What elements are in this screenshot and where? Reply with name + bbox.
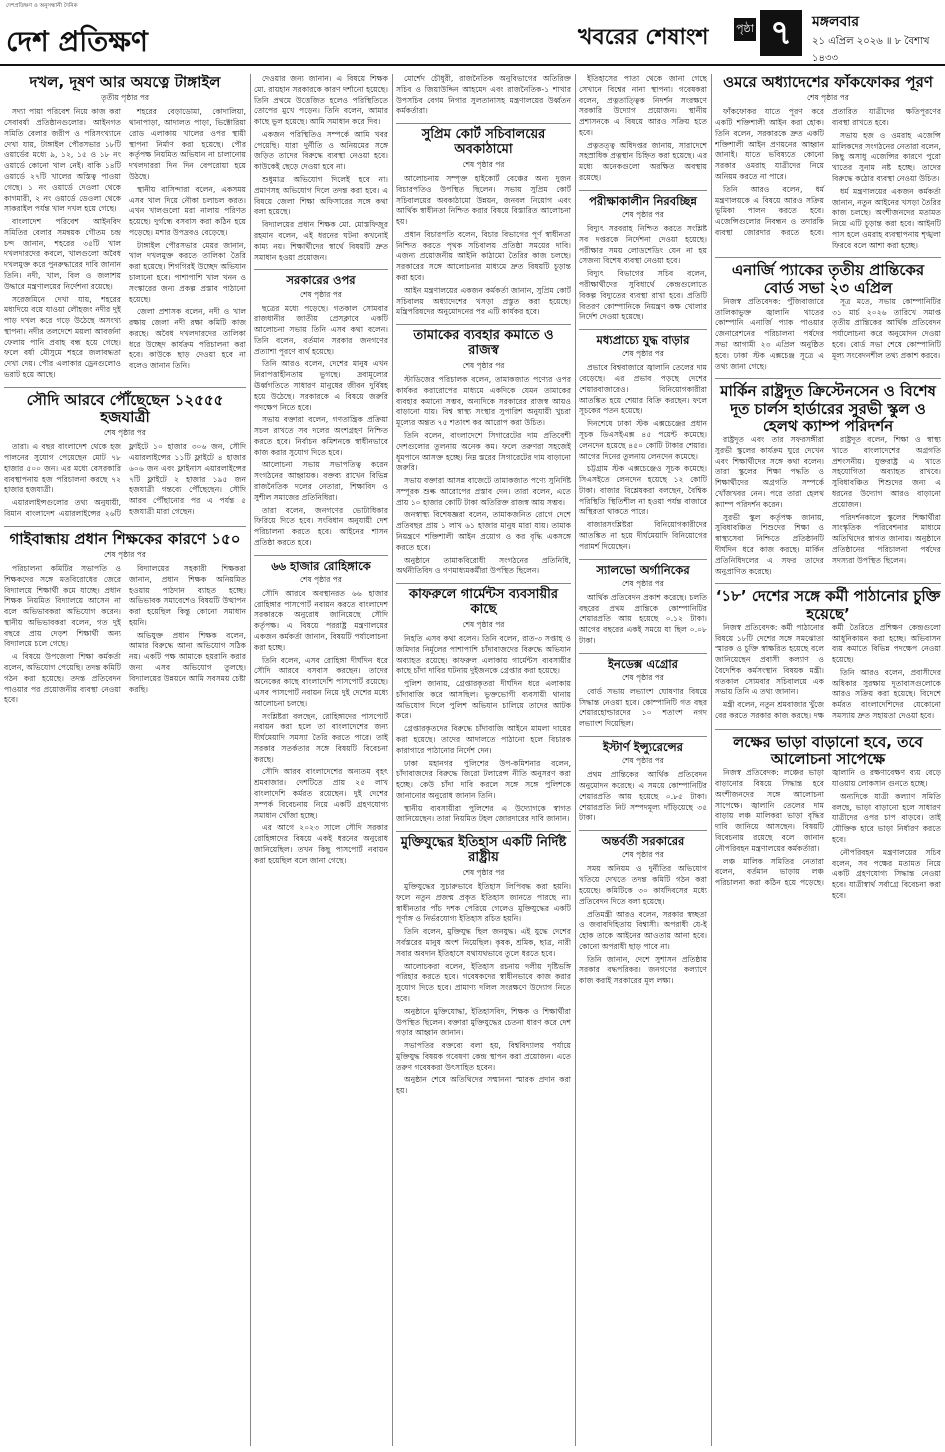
article bbox=[579, 74, 707, 184]
article-paragraph: এয়ারলাইন্সগুলোর তথ্য অনুযায়ী, বিমান বাংলাদেশ এয়ারলাইন্সের ২৬টি ফ্লাইটে ১০ হাজার ৩০৬ জন, সৌদি এয়ারলাইন্সের ১১টি ফ্লাইটে ৪ হাজার ৬০৬ জন এবং ফ্লাইনাস এয়ারলাইন্সের ৭টি ফ্লাইটে ২ হাজার ১৯৫ জন হজযাত্রী গন্তব্যে পৌঁছেছেন। সৌদি আরব পৌঁছানোর পর এ পর্যন্ত ৫ হজযাত্রী মারা গেছেন। bbox=[4, 442, 246, 518]
continuation-note: শেষ পৃষ্ঠার পর bbox=[104, 550, 146, 559]
article-paragraph: বোর্ড সভায় লভ্যাংশ ঘোষণার বিষয়ে সিদ্ধান্ত নেওয়া হবে। কোম্পানিটি গত বছর শেয়ারহোল্ডারদের ১০ শতাংশ নগদ লভ্যাংশ দিয়েছিল। bbox=[579, 686, 707, 729]
continuation-note: শেষ পৃষ্ঠার পর bbox=[300, 574, 342, 584]
continuation-note: শেষ পৃষ্ঠার পর bbox=[622, 349, 664, 359]
article-body bbox=[715, 435, 941, 577]
page-word-label: পৃষ্ঠা bbox=[734, 18, 756, 41]
article bbox=[4, 526, 246, 706]
article-headline: কাফরুলে গার্মেন্টস ব্যবসায়ীর কাছে bbox=[409, 587, 558, 618]
article bbox=[579, 830, 707, 987]
article-paragraph: ধর্ম মন্ত্রণালয়ের একজন কর্মকর্তা জানান, নতুন আইনের খসড়া তৈরির কাজ চলছে। অংশীজনদের মতামত নিয়ে এটি চূড়ান্ত করা হবে। আইনটি পাস হলে ওমরাহ ব্যবস্থাপনায় শৃঙ্খলা ফিরবে বলে আশা করা হচ্ছে। bbox=[832, 186, 941, 250]
article-paragraph: পরিচালনা কমিটির সভাপতি ও শিক্ষকদের সঙ্গে মতবিরোধের জেরে বিদ্যালয়ে শিক্ষার্থী কমে যাচ্ছে। প্রধান শিক্ষক নিয়মিত বিদ্যালয়ে আসেন না বলে অভিভাবকরা অভিযোগ করেন। স্থানীয় অভিভাবকরা বলেন, গত দুই বছরে প্রায় দেড়শ শিক্ষার্থী অন্য বিদ্যালয়ে চলে গেছে। bbox=[4, 564, 121, 649]
article bbox=[4, 387, 246, 520]
article-body bbox=[579, 224, 707, 323]
column-3 bbox=[396, 74, 571, 1446]
article bbox=[4, 74, 246, 381]
article-paragraph: তারা বলেন, জনগণের ভোটাধিকার ফিরিয়ে দিতে হবে। সংবিধান অনুযায়ী দেশ পরিচালনা করতে হবে। আইনের শাসন প্রতিষ্ঠা করতে হবে। bbox=[254, 505, 388, 547]
article-paragraph: বাংলাদেশ পরিবেশ আইনবিদ সমিতির বেলার সমন্বয়ক গৌতম চন্দ্র চন্দ জানান, শহরের ৩৫টি খাল দখলদারদের কবলে, খালগুলো অবৈধ দখলমুক্ত করে পুনরুদ্ধারের দাবি জানান তিনি। নদী, খাল, বিল ও জলাশয় উদ্ধারে মন্ত্রণালয়ের নির্দেশনা রয়েছে। bbox=[4, 217, 121, 291]
column-divider bbox=[250, 74, 251, 1446]
article bbox=[579, 653, 707, 730]
article-body bbox=[579, 864, 707, 987]
article bbox=[715, 729, 941, 902]
continuation-note: শেষ পৃষ্ঠার পর bbox=[104, 428, 146, 438]
article-paragraph: সভায় বক্তারা আসন্ন বাজেটে তামাকজাত পণ্যে সুনির্দিষ্ট সম্পূরক শুল্ক আরোপের প্রস্তাব দেন। তারা বলেন, এতে প্রায় ১০ হাজার কোটি টাকা অতিরিক্ত রাজস্ব আয় সম্ভব। bbox=[396, 476, 571, 507]
article-headline: ৬৬ হাজার রোহিঙ্গাকে bbox=[271, 558, 371, 573]
article-paragraph: এর আগে ২০২৩ সালে সৌদি সরকার রোহিঙ্গাদের বিষয়ে একই ধরনের অনুরোধ জানিয়েছিল। তখন কিছু পাসপোর্ট নবায়ন করা হয়েছিল বলে জানা গেছে। bbox=[254, 823, 388, 865]
article-headline: সুপ্রিম কোর্ট সচিবালয়ের অবকাঠামো bbox=[421, 127, 546, 158]
article-paragraph: নিজস্ব প্রতিবেদক: কর্মী পাঠানোর বিষয়ে ১৮টি দেশের সঙ্গে সমঝোতা স্মারক ও চুক্তি স্বাক্ষরিত হয়েছে বলে জানিয়েছেন প্রবাসী কল্যাণ ও বৈদেশিক কর্মসংস্থান বিষয়ক মন্ত্রী। গতকাল সোমবার সচিবালয়ে এক সভায় তিনি এ তথ্য জানান। bbox=[715, 622, 824, 697]
article-body bbox=[254, 74, 388, 263]
article bbox=[254, 74, 388, 263]
article-paragraph: অভিযুক্ত প্রধান শিক্ষক বলেন, আমার বিরুদ্ধে আনা অভিযোগ সঠিক নয়। একটি পক্ষ আমাকে হয়রানি করার জন্য এসব অভিযোগ তুলছে। বিদ্যালয়ের উন্নয়নে আমি সবসময় চেষ্টা করছি। bbox=[129, 630, 246, 694]
article-paragraph: বিদ্যুৎ বিভাগের সচিব বলেন, পরীক্ষার্থীদের সুবিধার্থে কেন্দ্রগুলোতে বিকল্প বিদ্যুতের ব্যবস্থা রাখা হবে। প্রতিটি বিতরণ কোম্পানিকে নিয়ন্ত্রণ কক্ষ খোলার নির্দেশ দেওয়া হয়েছে। bbox=[579, 269, 707, 322]
continuation-note: শেষ পৃষ্ঠার পর bbox=[300, 289, 342, 299]
article-paragraph: তিনি বলেন, মুক্তিযুদ্ধ ছিল জনযুদ্ধ। এই যুদ্ধে দেশের সর্বস্তরের মানুষ অংশ নিয়েছিল। কৃষক, শ্রমিক, ছাত্র, নারী সবার অবদান ইতিহাসে যথাযথভাবে তুলে ধরতে হবে। bbox=[396, 927, 571, 958]
article bbox=[579, 736, 707, 824]
article-paragraph: সময় অনিয়ম ও দুর্নীতির অভিযোগ খতিয়ে দেখতে তদন্ত কমিটি গঠন করা হয়েছে। কমিটিকে ৩০ কার্যদিবসের মধ্যে প্রতিবেদন দিতে বলা হয়েছে। bbox=[579, 864, 707, 906]
article-paragraph: সরেজমিনে দেখা যায়, শহরের মধ্যদিয়ে বয়ে যাওয়া লৌহজং নদীর দুই পাড় দখল করে গড়ে উঠেছে অসংখ্য স্থাপনা। নদীর তলদেশে ময়লা আবর্জনা ফেলায় পানি প্রবাহ বন্ধ হয়ে গেছে। ফলে বর্ষা মৌসুমে শহরে জলাবদ্ধতা দেখা দেয়। পৌর এলাকার ড্রেনগুলোও ভরাট হয়ে আছে। bbox=[4, 294, 121, 379]
article-headline: মার্কিন রাষ্ট্রদূত ক্রিস্টেনসেন ও বিশেষ দূত চার্লস হার্ডারের সুরভী স্কুল ও হেলথ ক্যাম্প পরিদর্শন bbox=[720, 382, 936, 435]
article-body bbox=[396, 74, 571, 117]
continuation-note: শেষ পৃষ্ঠার পর bbox=[622, 210, 664, 220]
article-body bbox=[396, 375, 571, 577]
article-paragraph: আলোচনায় সম্পৃক্ত হাইকোর্ট বেঞ্চের অন্য দুজন বিচারপতিও উপস্থিত ছিলেন। সভায় সুপ্রিম কোর্ট সচিবালয়ের অবকাঠামো উন্নয়ন, জনবল নিয়োগ এবং আর্থিক স্বাধীনতা নিশ্চিত করার বিষয়ে বিস্তারিত আলোচনা হয়। bbox=[396, 174, 571, 227]
issue-day: মঙ্গলবার bbox=[812, 14, 860, 30]
article-body bbox=[715, 297, 941, 372]
continuation-note: শেষ পৃষ্ঠার পর bbox=[462, 160, 505, 169]
column-divider bbox=[392, 74, 393, 1446]
article-paragraph: নিজস্ব প্রতিবেদক: পুঁজিবাজারে তালিকাভুক্ত জ্বালানি খাতের কোম্পানি এনার্জি প্যাক পাওয়ার জেনারেশনের পরিচালনা পর্ষদের সভা আগামী ২৩ এপ্রিল অনুষ্ঠিত হবে। ঢাকা স্টক এক্সচেঞ্জ সূত্রে এ তথ্য জানা গেছে। bbox=[715, 296, 824, 371]
article-body bbox=[396, 882, 571, 1097]
continuation-note: শেষ পৃষ্ঠার পর bbox=[462, 619, 505, 629]
article-paragraph: অন্যদিকে যাত্রী কল্যাণ সমিতি বলছে, ভাড়া বাড়ানো হলে সাধারণ যাত্রীদের ওপর চাপ বাড়বে। তাই যৌক্তিক হারে ভাড়া নির্ধারণ করতে হবে। bbox=[832, 791, 941, 844]
article-paragraph: গ্রেপ্তারকৃতদের বিরুদ্ধে চাঁদাবাজি আইনে মামলা দায়ের করা হয়েছে। তাদের আদালতে পাঠানো হলে বিচারক কারাগারে পাঠানোর নির্দেশ দেন। bbox=[396, 724, 571, 755]
article-paragraph: সৌদি আরবে অবস্থানরত ৬৬ হাজার রোহিঙ্গার পাসপোর্ট নবায়ন করতে বাংলাদেশ সরকারকে অনুরোধ জানিয়েছে সৌদি কর্তৃপক্ষ। এ বিষয়ে পররাষ্ট্র মন্ত্রণালয়ের একজন কর্মকর্তা জানান, বিষয়টি পর্যালোচনা করা হচ্ছে। bbox=[254, 588, 388, 652]
article-headline: সরকারের ওপর bbox=[286, 273, 356, 288]
article-paragraph: একজন পরিস্থিতিও সম্পর্কে আমি খবর পেয়েছি। যারা দুর্নীতি ও অনিয়মের সঙ্গে জড়িত তাদের বিরুদ্ধে ব্যবস্থা নেওয়া হবে। কাউকেই ছেড়ে দেওয়া হবে না। bbox=[254, 129, 388, 172]
article bbox=[715, 257, 941, 372]
article-paragraph: মোর্শেদ চৌধুরী, রাজনৈতিক অনুবিভাগের অতিরিক্ত সচিব ও জিয়াউদ্দিন আহমেদ এবং রাজনৈতিক-১ শাখার উপসচিব বেগম নিগার সুলতানাসহ মন্ত্রণালয়ের উর্ধ্বতন কর্মকর্তারা। bbox=[396, 74, 571, 116]
article-paragraph: তিনি বলেন, বাংলাদেশে সিগারেটের দাম প্রতিবেশী দেশগুলোর তুলনায় অনেক কম। ফলে তরুণরা সহজেই ধূমপানে আসক্ত হচ্ছে। নিম্ন স্তরের সিগারেটের দাম বাড়ানো জরুরি। bbox=[396, 430, 571, 473]
article-paragraph: রাষ্ট্রদূত বলেন, শিক্ষা ও স্বাস্থ্য খাতে বাংলাদেশের অগ্রগতি প্রশংসনীয়। যুক্তরাষ্ট্র এ খাতে সহযোগিতা অব্যাহত রাখবে। সুবিধাবঞ্চিত শিশুদের জন্য এ ধরনের উদ্যোগ আরও বাড়ানো প্রয়োজন। bbox=[832, 435, 941, 509]
article-headline: মুক্তিযুদ্ধের ইতিহাস একটি নির্দিষ্ট রাষ্ট্রীয় bbox=[400, 835, 567, 866]
article-paragraph: ছত্রের মধ্যে পড়েছে। গতকাল সোমবার রাজধানীর জাতীয় প্রেসক্লাবে একটি আলোচনা সভায় তিনি এসব কথা বলেন। তিনি বলেন, বর্তমান সরকার জনগণের প্রত্যাশা পূরণে ব্যর্থ হয়েছে। bbox=[254, 303, 388, 356]
article-paragraph: আলোচনা সভায় সভাপতিত্ব করেন সংগঠনের আহ্বায়ক। বক্তব্য রাখেন বিভিন্ন রাজনৈতিক দলের নেতারা, শিক্ষাবিদ ও সুশীল সমাজের প্রতিনিধিরা। bbox=[254, 460, 388, 502]
article-paragraph: অনুষ্ঠান শেষে অতিথিদের সম্মাননা স্মারক প্রদান করা হয়। bbox=[396, 1075, 571, 1096]
column-5 bbox=[715, 74, 941, 1446]
article-paragraph: আইন মন্ত্রণালয়ের একজন কর্মকর্তা জানান, সুপ্রিম কোর্ট সচিবালয় অধ্যাদেশের খসড়া প্রস্তুত করা হয়েছে। মন্ত্রিপরিষদের অনুমোদনের পর এটি কার্যকর হবে। bbox=[396, 285, 571, 317]
article-paragraph: তিনি আরও বলেন, দেশের মানুষ এখন নিরাপত্তাহীনতায় ভুগছে। দ্রব্যমূল্যের ঊর্ধ্বগতিতে সাধারণ মানুষের জীবন দুর্বিষহ হয়ে উঠেছে। সরকারকে এ বিষয়ে জরুরি পদক্ষেপ নিতে হবে। bbox=[254, 359, 388, 412]
article-paragraph: রাষ্ট্রদূত এবং তার সফরসঙ্গীরা সুরভী স্কুলের কার্যক্রম ঘুরে দেখেন এবং শিক্ষার্থীদের সঙ্গে কথা বলেন। তারা স্কুলের শিক্ষা পদ্ধতি ও শিক্ষার্থীদের অগ্রগতি সম্পর্কে খোঁজখবর নেন। পরে তারা হেলথ ক্যাম্প পরিদর্শন করেন। bbox=[715, 435, 824, 509]
article bbox=[396, 324, 571, 577]
article-headline: তামাকের ব্যবহার কমাতে ও রাজস্ব bbox=[413, 328, 554, 359]
issue-date: ২১ এপ্রিল ২০২৬ ॥ ৮ বৈশাখ ১৪৩৩ bbox=[812, 36, 930, 64]
article-headline: মধ্যপ্রাচ্যে যুদ্ধ বাড়ার bbox=[596, 333, 690, 348]
article-paragraph: স্থানীয় বাসিন্দারা বলেন, একসময় এসব খাল দিয়ে নৌকা চলাচল করত। এখন খালগুলো মরা নালায় পরিণত হয়েছে। দুর্গন্ধে বসবাস করা কঠিন হয়ে পড়েছে। মশার উপদ্রবও বেড়েছে। bbox=[129, 184, 246, 237]
article-body bbox=[396, 634, 571, 825]
article-body bbox=[4, 442, 246, 519]
article-body bbox=[254, 589, 388, 867]
article-headline: এনার্জি প্যাকের তৃতীয় প্রান্তিকের বোর্ড সভা ২৩ এপ্রিল bbox=[731, 261, 925, 297]
article-paragraph: লঞ্চ মালিক সমিতির নেতারা বলেন, বর্তমান ভাড়ায় লঞ্চ পরিচালনা করা কঠিন হয়ে পড়েছে। জ্বালানি ও রক্ষণাবেক্ষণ ব্যয় বেড়ে যাওয়ায় লোকসান গুনতে হচ্ছে। bbox=[715, 768, 941, 888]
article-paragraph: তিনি আরও বলেন, ধর্ম মন্ত্রণালয়কে এ বিষয়ে আরও সক্রিয় ভূমিকা পালন করতে হবে। এজেন্সিগুলোর নিবন্ধন ও তদারকি ব্যবস্থা জোরদার করতে হবে। প্রতারিত যাত্রীদের ক্ষতিপূরণের ব্যবস্থা রাখতে হবে। bbox=[715, 107, 941, 237]
article-headline: ইনডেক্স এগ্রোর bbox=[607, 656, 679, 671]
article-paragraph: ঢাকা মহানগর পুলিশের উপ-কমিশনার বলেন, চাঁদাবাজদের বিরুদ্ধে জিরো টলারেন্স নীতি অনুসরণ করা হচ্ছে। কেউ চাঁদা দাবি করলে সঙ্গে সঙ্গে পুলিশকে জানানোর অনুরোধ জানান তিনি। bbox=[396, 758, 571, 800]
continuation-note: শেষ পৃষ্ঠার পর bbox=[622, 578, 664, 588]
article-paragraph: দেওয়ার জন্য জানান। এ বিষয়ে শিক্ষক মো. রায়হান সরকারকে কারণ দর্শানো হয়েছে। তিনি প্রথমে উত্তেজিত হলেও পরিস্থিতিতে তোপের মুখে পড়েন। তিনি বলেন, আমার কাছে ভুল হয়েছে। আমি সমাধান করে দিব। bbox=[254, 74, 388, 127]
article-paragraph: পরিদর্শনকালে স্কুলের শিক্ষার্থীরা সাংস্কৃতিক পরিবেশনার মাধ্যমে অতিথিদের স্বাগত জানায়। অনুষ্ঠানে প্রতিষ্ঠানের পরিচালনা পর্ষদের সদস্যরা উপস্থিত ছিলেন। bbox=[832, 512, 941, 565]
continuation-note: শেষ পৃষ্ঠার পর bbox=[622, 756, 664, 766]
article-paragraph: সভাপতির বক্তব্যে বলা হয়, বিশ্ববিদ্যালয় পর্যায়ে মুক্তিযুদ্ধ বিষয়ক গবেষণা কেন্দ্র স্থাপন করা প্রয়োজন। এতে তরুণ গবেষকরা উৎসাহিত হবেন। bbox=[396, 1041, 571, 1072]
article bbox=[579, 559, 707, 647]
article bbox=[396, 831, 571, 1097]
article-paragraph: পুলিশ জানায়, গ্রেপ্তারকৃতরা দীর্ঘদিন ধরে এলাকায় চাঁদাবাজি করে আসছিল। ভুক্তভোগী ব্যবসায়ী থানায় অভিযোগ দিলে পুলিশ অভিযান চালিয়ে তাদের আটক করে। bbox=[396, 679, 571, 721]
article bbox=[254, 555, 388, 867]
article-body bbox=[579, 593, 707, 647]
article-headline: লক্ষের ভাড়া বাড়ানো হবে, তবে আলোচনা সাপেক্ষে bbox=[733, 732, 923, 769]
article-headline: সৌদি আরবে পৌঁছেছেন ১২৫৫৫ হজযাত্রী bbox=[26, 390, 224, 427]
article-paragraph: প্রভাবে বিশ্ববাজারে জ্বালানি তেলের দাম বেড়েছে। এর প্রভাব পড়ছে দেশের শেয়ারবাজারেও। বিনিয়োগকারীরা আতঙ্কিত হয়ে শেয়ার বিক্রি করছেন। ফলে সূচকের পতন হয়েছে। bbox=[579, 363, 707, 416]
article-headline: স্যালভো অর্গানিকের bbox=[596, 562, 690, 577]
article-paragraph: নিহতি এসব কথা বলেন। তিনি বলেন, রাত-৩ সপ্তাহ ও জমিদার নির্মূলের পাশাপাশি চাঁদাবাজদের বিরুদ্ধে অভিযান অব্যাহত রয়েছে। কাফরুল এলাকায় গার্মেন্টস ব্যবসায়ীর কাছে চাঁদা দাবির ঘটনায় দুইজনকে গ্রেপ্তার করা হয়েছে। bbox=[396, 633, 571, 676]
article bbox=[715, 378, 941, 577]
article-paragraph: সূত্র মতে, সভায় কোম্পানিটির ৩১ মার্চ ২০২৬ তারিখে সমাপ্ত তৃতীয় প্রান্তিকের আর্থিক প্রতিবেদন পর্যালোচনা করে অনুমোদন দেওয়া হবে। বোর্ড সভা শেষে কোম্পানিটি মূল্য সংবেদনশীল তথ্য প্রকাশ করবে। bbox=[832, 296, 941, 360]
article-body bbox=[4, 564, 246, 706]
article-paragraph: অনুষ্ঠানে তামাকবিরোধী সংগঠনের প্রতিনিধি, অর্থনীতিবিদ ও গণমাধ্যমকর্মীরা উপস্থিত ছিলেন। bbox=[396, 555, 571, 576]
article-paragraph: প্রথম প্রান্তিকের আর্থিক প্রতিবেদন অনুমোদন করেছে। এ সময়ে কোম্পানিটির শেয়ারপ্রতি আয় হয়েছে ০.৮৫ টাকা। শেয়ারপ্রতি নিট সম্পদমূল্য দাঁড়িয়েছে ৩৫ টাকা। bbox=[579, 770, 707, 823]
article bbox=[715, 74, 941, 251]
article-body bbox=[579, 74, 707, 184]
article-paragraph: সভায় বক্তারা বলেন, গণতান্ত্রিক প্রক্রিয়া সচল রাখতে সব দলের অংশগ্রহণ নিশ্চিত করতে হবে। নির্বাচন কমিশনকে স্বাধীনভাবে কাজ করার সুযোগ দিতে হবে। bbox=[254, 415, 388, 457]
article-paragraph: বিদ্যালয়ের সহকারী শিক্ষকরা জানান, প্রধান শিক্ষক অনিয়মিত হওয়ায় পাঠদান ব্যাহত হচ্ছে। অভিভাবক সমাবেশেও বিষয়টি উত্থাপন করা হয়েছিল কিন্তু কোনো সমাধান হয়নি। bbox=[129, 564, 246, 627]
article-paragraph: জেলা প্রশাসক বলেন, নদী ও খাল রক্ষায় জেলা নদী রক্ষা কমিটি কাজ করছে। অবৈধ দখলদারদের তালিকা ধরে উচ্ছেদ কার্যক্রম পরিচালনা করা হবে। কাউকে ছাড় দেওয়া হবে না বলেও জানান তিনি। bbox=[129, 307, 246, 371]
article-paragraph: তিনি জানান, দেশে সুশাসন প্রতিষ্ঠায় সরকার বদ্ধপরিকর। জনগণের কল্যাণে কাজ করাই সরকারের মূল লক্ষ্য। bbox=[579, 954, 707, 986]
article-paragraph: স্টাডিজের পরিচালক বলেন, তামাকজাত পণ্যের ওপর কার্যকর করারোপের মাধ্যমে একদিকে যেমন তামাকের ব্যবহার কমানো সম্ভব, অন্যদিকে সরকারের রাজস্ব আয়ও বাড়ানো যায়। বিশ্ব স্বাস্থ্য সংস্থার সুপারিশ অনুযায়ী খুচরা মূল্যের অন্তত ৭৫ শতাংশ কর আরোপ করা উচিত। bbox=[396, 375, 571, 428]
article-paragraph: ফাঁকফোকর যাতে পূরণ করে একটি শক্তিশালী আইন করা হোক। তিনি বলেন, সরকারকে দ্রুত একটি শক্তিশালী আইন প্রণয়নের আহ্বান জানাই। যাতে ভবিষ্যতে কোনো সরকার ওমরাহ যাত্রীদের নিয়ে অনিয়ম করতে না পারে। bbox=[715, 107, 824, 181]
article-paragraph: নিজস্ব প্রতিবেদক: লঞ্চের ভাড়া বাড়ানোর বিষয়ে সিদ্ধান্ত হবে অংশীজনদের সঙ্গে আলোচনা সাপেক্ষে। জ্বালানি তেলের দাম বাড়ায় লঞ্চ মালিকরা ভাড়া বৃদ্ধির দাবি জানিয়ে আসছেন। বিষয়টি বিবেচনায় রয়েছে বলে জানান নৌপরিবহন মন্ত্রণালয়ের কর্মকর্তারা। bbox=[715, 768, 824, 853]
article-headline: ইস্টার্ণ ইন্স্যুরেন্সের bbox=[602, 740, 684, 755]
article-body bbox=[579, 363, 707, 552]
article-paragraph: শুধুমাত্র অভিযোগ দিলেই হবে না। প্রমাণসহ অভিযোগ দিলে তদন্ত করা হবে। এ বিষয়ে জেলা শিক্ষা অফিসারের সঙ্গে কথা বলা হয়েছে। bbox=[254, 175, 388, 217]
article-headline: পরীক্ষাকালীন নিরবচ্ছিন্ন bbox=[589, 193, 697, 208]
article-paragraph: তিনি বলেন, এসব রোহিঙ্গা দীর্ঘদিন ধরে সৌদি আরবে বসবাস করছেন। তাদের অনেকের কাছে বাংলাদেশি পাসপোর্ট রয়েছে। এসব পাসপোর্ট নবায়ন নিয়ে দুই দেশের মধ্যে আলোচনা চলছে। bbox=[254, 655, 388, 708]
article bbox=[396, 74, 571, 117]
article-paragraph: অনুষ্ঠানে মুক্তিযোদ্ধা, ইতিহাসবিদ, শিক্ষক ও শিক্ষার্থীরা উপস্থিত ছিলেন। বক্তারা মুক্তিযুদ্ধের চেতনা ধারণ করে দেশ গড়ার আহ্বান জানান। bbox=[396, 1006, 571, 1038]
article-paragraph: প্রধান বিচারপতি বলেন, বিচার বিভাগের পূর্ণ স্বাধীনতা নিশ্চিত করতে পৃথক সচিবালয় প্রতিষ্ঠা সময়ের দাবি। এজন্য প্রয়োজনীয় আইনি কাঠামো তৈরির কাজ চলছে। সরকারের সঙ্গে আলোচনার মাধ্যমে দ্রুত বিষয়টি চূড়ান্ত করা হবে। bbox=[396, 229, 571, 283]
article-paragraph: বিদ্যালয়ের প্রধান শিক্ষক মো. মোস্তফিজুর রহমান বলেন, এই ধরনের ঘটনা কখনোই কাম্য নয়। শিক্ষার্থীদের স্বার্থে বিষয়টি দ্রুত সমাধান হওয়া প্রয়োজন। bbox=[254, 220, 388, 262]
article bbox=[715, 583, 941, 723]
article-paragraph: নৌপরিবহন মন্ত্রণালয়ের সচিব বলেন, সব পক্ষের মতামত নিয়ে একটি গ্রহণযোগ্য সিদ্ধান্ত নেওয়া হবে। যাত্রীস্বার্থ সর্বাগ্রে বিবেচনা করা হবে। bbox=[832, 847, 941, 900]
article-paragraph: সভায় হজ ও ওমরাহ এজেন্সি মালিকদের সংগঠনের নেতারা বলেন, কিছু অসাধু এজেন্সির কারণে পুরো খাতের সুনাম নষ্ট হচ্ছে। তাদের বিরুদ্ধে কঠোর ব্যবস্থা নেওয়া উচিত। bbox=[832, 130, 941, 183]
masthead-tagline: দেশপ্রতিক্ষণ ও অনুসন্ধানী দৈনিক bbox=[6, 3, 78, 9]
article-paragraph: জনস্বাস্থ্য বিশেষজ্ঞরা বলেন, তামাকজনিত রোগে দেশে প্রতিবছর প্রায় ১ লাখ ৬১ হাজার মানুষ মারা যায়। তামাক নিয়ন্ত্রণে শক্তিশালী আইন প্রয়োগ ও কর বৃদ্ধি একসঙ্গে করতে হবে। bbox=[396, 510, 571, 552]
article-paragraph: সুরভী স্কুল কর্তৃপক্ষ জানায়, সুবিধাবঞ্চিত শিশুদের শিক্ষা ও স্বাস্থ্যসেবা নিশ্চিতে প্রতিষ্ঠানটি দীর্ঘদিন ধরে কাজ করছে। মার্কিন প্রতিনিধিদলের এ সফর তাদের অনুপ্রাণিত করেছে। bbox=[715, 512, 824, 576]
masthead bbox=[0, 0, 945, 66]
article-paragraph: প্রত্নতত্ত্ব অধিদপ্তর জানায়, সারাদেশে সহস্রাধিক প্রত্নস্থান চিহ্নিত করা হয়েছে। এর মধ্যে অনেকগুলো অরক্ষিত অবস্থায় রয়েছে। bbox=[579, 140, 707, 183]
column-divider bbox=[575, 74, 576, 1446]
section-title: খবরের শেষাংশ bbox=[578, 25, 709, 50]
article bbox=[579, 329, 707, 553]
article-body bbox=[4, 107, 246, 381]
newspaper-logo: দেশ প্রতিক্ষণ bbox=[6, 25, 148, 58]
continuation-note: শেষ পৃষ্ঠার পর bbox=[622, 672, 664, 682]
article-paragraph: সদ্যা পায়া পরিবেশ নিয়ে কাজ করা সেবাবর্ষা প্রতিষ্ঠানগুলোর। আইনগত সমিতি বেলার জরীপ ও পরিসংখ্যানে দেখা যায়, টাঙ্গাইল পৌরসভার ১৮টি ওয়ার্ডের মধ্যে ৯, ১২, ১৫ ও ১৮ নং ওয়ার্ডে কোনো খাল নেই। বাকি ১৪টি ওয়ার্ডে ২৭টি খালের অস্তিত্ব পাওয়া গেছে। ১ নং ওয়ার্ডে দেওলা থেকে কাগমারী, ২ নং ওয়ার্ডে ডেওলা থেকে সাকরাইল পর্যন্ত খাল দখল হয়ে গেছে। bbox=[4, 107, 121, 214]
continuation-note: তৃতীয় পৃষ্ঠার পর bbox=[100, 93, 150, 103]
article bbox=[396, 583, 571, 825]
page-number: ৭ bbox=[760, 10, 802, 56]
article-paragraph: তারা। এ বছর বাংলাদেশ থেকে হজ পালনের সুযোগ পেয়েছেন মোট ৭৮ হাজার ৫০০ জন। এর মধ্যে বেসরকারি ব্যবস্থাপনায় হজ পরিচালনা করছে ৭২ হাজার হজযাত্রী। bbox=[4, 442, 121, 495]
article-body bbox=[715, 768, 941, 901]
article-headline: অন্তর্বর্তী সরকারের bbox=[601, 834, 685, 849]
article-headline: গাইবান্ধায় প্রধান শিক্ষকের কারণে ১৫০ bbox=[9, 529, 241, 548]
article-paragraph: প্রতিমন্ত্রী আরও বলেন, সরকার স্বচ্ছতা ও জবাবদিহিতায় বিশ্বাসী। অপরাধী যে-ই হোক তাকে আইনের আওতায় আনা হবে। কোনো অপরাধী ছাড় পাবে না। bbox=[579, 909, 707, 951]
article-paragraph: শহরের বেড়াডোমা, কোদালিয়া, থানাপাড়া, আদালত পাড়া, ভিক্টোরিয়া রোড এলাকায় খালের ওপর স্থায়ী স্থাপনা নির্মাণ করা হয়েছে। পৌর কর্তৃপক্ষ নিয়মিত অভিযান না চালানোয় দখলদাররা দিন দিন বেপরোয়া হয়ে উঠছে। bbox=[129, 107, 246, 181]
article-body bbox=[254, 304, 388, 549]
article-headline: দখল, দূষণ আর অযত্নে টাঙ্গাইল bbox=[29, 74, 221, 91]
article-paragraph: স্থানীয় ব্যবসায়ীরা পুলিশের এ উদ্যোগকে স্বাগত জানিয়েছেন। তারা নিয়মিত টহল জোরদারের দাবি জানান। bbox=[396, 803, 571, 824]
article-paragraph: টাঙ্গাইল পৌরসভার মেয়র জানান, খাল দখলমুক্ত করতে তালিকা তৈরি করা হয়েছে। শিগগিরই উচ্ছেদ অভিযান চালানো হবে। পাশাপাশি খাল খনন ও সংস্কারের জন্য প্রকল্প প্রস্তাব পাঠানো হয়েছে। bbox=[129, 240, 246, 304]
article bbox=[579, 190, 707, 323]
article-paragraph: বাজারসংশ্লিষ্টরা বিনিয়োগকারীদের আতঙ্কিত না হয়ে দীর্ঘমেয়াদি বিনিয়োগের পরামর্শ দিয়েছেন। bbox=[579, 520, 707, 551]
article bbox=[396, 123, 571, 318]
article-paragraph: বিদ্যুৎ সরবরাহ নিশ্চিত করতে সংশ্লিষ্ট সব দপ্তরকে নির্দেশনা দেওয়া হয়েছে। পরীক্ষার সময় লোডশেডিং যেন না হয় সেজন্য বিশেষ ব্যবস্থা নেওয়া হবে। bbox=[579, 224, 707, 266]
article-headline: ওমরে অধ্যাদেশের ফাঁকফোকর পূরণ bbox=[723, 74, 933, 91]
article-body bbox=[579, 770, 707, 824]
column-4 bbox=[579, 74, 707, 1446]
article-paragraph: দিনশেষে ঢাকা স্টক এক্সচেঞ্জের প্রধান সূচক ডিএসইএক্স ৪৫ পয়েন্ট কমেছে। লেনদেন হয়েছে ৪৫০ কোটি টাকার শেয়ার। আগের দিনের তুলনায় লেনদেন কমেছে। bbox=[579, 419, 707, 461]
continuation-note: শেষ পৃষ্ঠার পর bbox=[622, 850, 664, 860]
article-paragraph: এ বিষয়ে উপজেলা শিক্ষা কর্মকর্তা বলেন, অভিযোগ পেয়েছি। তদন্ত কমিটি গঠন করা হয়েছে। তদন্ত প্রতিবেদন পাওয়ার পর প্রয়োজনীয় ব্যবস্থা নেওয়া হবে। bbox=[4, 652, 121, 705]
article-paragraph: আলোচকরা বলেন, ইতিহাস রচনায় দলীয় দৃষ্টিভঙ্গি পরিহার করতে হবে। গবেষকদের স্বাধীনভাবে কাজ করার সুযোগ দিতে হবে। প্রামাণ্য দলিল সংরক্ষণে উদ্যোগ নিতে হবে। bbox=[396, 961, 571, 1003]
article-paragraph: মুক্তিযুদ্ধের সুচারুভাবে ইতিহাস লিপিবদ্ধ করা হয়নি। ফলে নতুন প্রজন্ম প্রকৃত ইতিহাস জানতে পারছে না। স্বাধীনতার পাঁচ দশক পেরিয়ে গেলেও মুক্তিযুদ্ধের একটি পূর্ণাঙ্গ ও নির্ভরযোগ্য ইতিহাস রচিত হয়নি। bbox=[396, 882, 571, 924]
continuation-note: শেষ পৃষ্ঠার পর bbox=[462, 361, 505, 371]
article-body bbox=[715, 623, 941, 723]
article-paragraph: ইতিহাসের পাতা থেকে জানা গেছে সেখানে বিশ্বের নানা স্থাপনা। গবেষকরা বলেন, প্রত্নতাত্ত্বিক নিদর্শন সংরক্ষণে সরকারি উদ্যোগ প্রয়োজন। স্থানীয় প্রশাসনকে এ বিষয়ে আরও সক্রিয় হতে হবে। bbox=[579, 74, 707, 137]
article-paragraph: আর্থিক প্রতিবেদন প্রকাশ করেছে। চলতি বছরের প্রথম প্রান্তিকে কোম্পানিটির শেয়ারপ্রতি আয় হয়েছে ০.১২ টাকা। আগের বছরের একই সময়ে যা ছিল ০.০৮ টাকা। bbox=[579, 592, 707, 645]
column-divider bbox=[711, 74, 712, 1446]
article-body bbox=[579, 687, 707, 730]
article-paragraph: চট্টগ্রাম স্টক এক্সচেঞ্জেও সূচক কমেছে। সিএসইতে লেনদেন হয়েছে ১২ কোটি টাকা। বাজার বিশ্লেষকরা বলছেন, বৈশ্বিক পরিস্থিতি স্থিতিশীল না হওয়া পর্যন্ত বাজারে অস্থিরতা থাকতে পারে। bbox=[579, 464, 707, 517]
continuation-note: শেষ পৃষ্ঠার পর bbox=[807, 93, 849, 103]
column-2 bbox=[254, 74, 388, 1446]
article-paragraph: মন্ত্রী বলেন, নতুন শ্রমবাজার খুঁজে বের করতে সরকার কাজ করছে। দক্ষ কর্মী তৈরিতে প্রশিক্ষণ কেন্দ্রগুলো আধুনিকায়ন করা হচ্ছে। অভিবাসন ব্যয় কমাতে বিভিন্ন পদক্ষেপ নেওয়া হয়েছে। bbox=[715, 622, 941, 721]
article-paragraph: সৌদি আরব বাংলাদেশের অন্যতম বৃহৎ শ্রমবাজার। দেশটিতে প্রায় ২৫ লাখ বাংলাদেশি কর্মরত রয়েছেন। দুই দেশের সম্পর্ক বিবেচনায় নিয়ে একটি গ্রহণযোগ্য সমাধান খোঁজা হচ্ছে। bbox=[254, 767, 388, 820]
continuation-note: শেষ পৃষ্ঠার পর bbox=[462, 868, 505, 878]
article-paragraph: তিনি আরও বলেন, প্রবাসীদের অধিকার সুরক্ষায় দূতাবাসগুলোকে আরও সক্রিয় করা হয়েছে। বিদেশে কর্মরত বাংলাদেশিদের যেকোনো সমস্যায় দ্রুত সহায়তা দেওয়া হবে। bbox=[832, 667, 941, 721]
column-1 bbox=[4, 74, 246, 1446]
article-headline: ‘১৮’ দেশের সঙ্গে কর্মী পাঠানোর চুক্তি হয়েছে’ bbox=[715, 587, 941, 623]
article-paragraph: সংশ্লিষ্টরা বলছেন, রোহিঙ্গাদের পাসপোর্ট নবায়ন করা হলে তা বাংলাদেশের জন্য দীর্ঘমেয়াদি সমস্যা তৈরি করতে পারে। তাই সরকার সতর্কতার সঙ্গে বিষয়টি বিবেচনা করছে। bbox=[254, 711, 388, 764]
article bbox=[254, 269, 388, 548]
article-body bbox=[715, 107, 941, 251]
article-body bbox=[396, 174, 571, 318]
